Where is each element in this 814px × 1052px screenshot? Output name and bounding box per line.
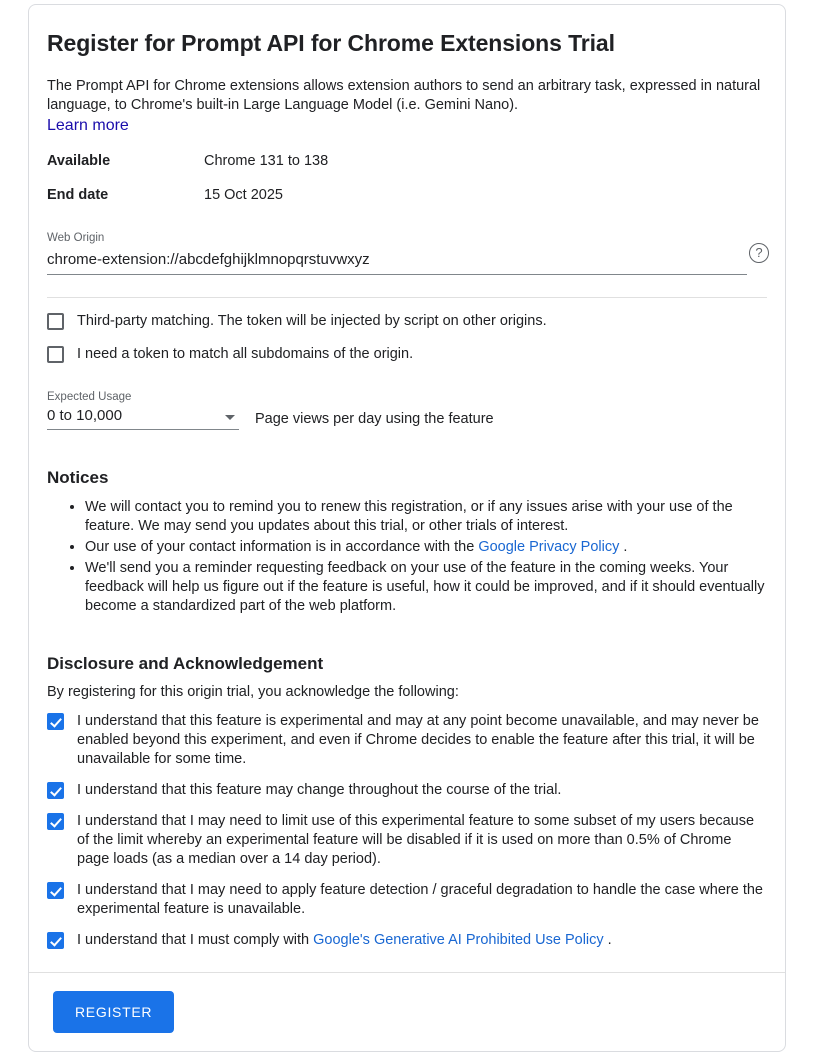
checkbox-row-subdomains[interactable] [47,345,767,364]
disclosure-heading: Disclosure and Acknowledgement [47,654,324,673]
notices-list [47,498,767,616]
expected-usage-row [47,390,767,430]
web-origin-input[interactable] [47,249,747,275]
learn-more-link[interactable]: Learn more [47,117,129,134]
notices-heading: Notices [47,468,109,487]
notice-text: We'll send you a reminder requesting feedback on your use of the feature in the coming weeks. Your feedback will help us figure out if the feature is useful, how it could be improved, and if it should eventually become a standardized part of the web platform. [85,560,765,614]
available-label: Available [47,153,111,169]
web-origin-label: Web Origin [47,232,105,244]
meta-row-end-date [47,187,767,203]
intro-text: The Prompt API for Chrome extensions allows extension authors to send an arbitrary task, expressed in natural language, to Chrome's built-in Large Language Model (i.e. Gemini Nano). [47,78,761,113]
ack-checkbox-may-change[interactable] [47,782,64,799]
notice-text: We will contact you to remind you to renew this registration, or if any issues arise with your use of the feature. We may send you updates about this trial, or other trials of interest. [85,499,733,534]
ack-row-3[interactable] [47,812,767,869]
ack-row-5[interactable] [47,931,767,950]
ack-label-limit-use: I understand that I may need to limit use of this experimental feature to some subset of my users because of the limit whereby an experimental feature will be disabled if it is used on more than 0.5% of Chrome page loads (as a median over a 14 day period). [77,813,755,867]
ack-checkbox-feature-detection[interactable] [47,882,64,899]
ack-checkbox-prohibited-use[interactable] [47,932,64,949]
google-privacy-policy-link[interactable]: Google Privacy Policy [478,539,620,555]
divider-top [47,297,767,298]
subdomain-token-label: I need a token to match all subdomains of the origin. [77,346,414,362]
help-icon[interactable]: ? [749,243,769,263]
third-party-matching-checkbox[interactable] [47,313,64,330]
card-body [29,5,785,972]
expected-usage-select[interactable] [47,390,239,430]
ack-row-1[interactable] [47,712,767,769]
end-date-value: 15 Oct 2025 [204,187,283,203]
web-origin-field [47,231,769,275]
disclosure-intro: By registering for this origin trial, you acknowledge the following: [47,684,459,700]
available-value: Chrome 131 to 138 [204,153,329,169]
notice-text: Our use of your contact information is in accordance with the [85,539,479,555]
third-party-matching-label: Third-party matching. The token will be injected by script on other origins. [77,313,547,329]
expected-usage-hint: Page views per day using the feature [255,411,494,427]
ack-checkbox-experimental[interactable] [47,713,64,730]
notice-item [85,498,767,536]
generative-ai-policy-link[interactable]: Google's Generative AI Prohibited Use Policy [313,932,604,948]
expected-usage-label: Expected Usage [47,391,132,403]
ack-label-experimental: I understand that this feature is experimental and may at any point become unavailable, and may never be enabled beyond this experiment, and even if Chrome decides to enable the feature after this trial, it will be unavailable for some time. [77,713,759,767]
chevron-down-icon[interactable] [225,415,235,420]
expected-usage-value[interactable]: 0 to 10,000 [47,404,239,430]
notice-item [85,559,767,616]
end-date-label: End date [47,187,109,203]
checkbox-row-third-party[interactable] [47,312,767,331]
ack-label-feature-detection: I understand that I may need to apply feature detection / graceful degradation to handle the case where the experimental feature is unavailable. [77,882,763,917]
ack-label-may-change: I understand that this feature may change throughout the course of the trial. [77,782,562,798]
notice-item [85,538,767,557]
ack-row-4[interactable] [47,881,767,919]
card-footer [29,972,785,1051]
ack-row-2[interactable] [47,781,767,800]
registration-card [28,4,786,1052]
page-title: Register for Prompt API for Chrome Extensions Trial [47,30,615,56]
subdomain-token-checkbox[interactable] [47,346,64,363]
register-button[interactable]: REGISTER [53,991,174,1033]
ack-text-post: . [603,932,612,948]
ack-text-pre: I understand that I must comply with [77,932,314,948]
notice-text-post: . [619,539,628,555]
meta-row-available [47,153,767,169]
ack-checkbox-limit-use[interactable] [47,813,64,830]
ack-label-prohibited-use [77,931,612,950]
